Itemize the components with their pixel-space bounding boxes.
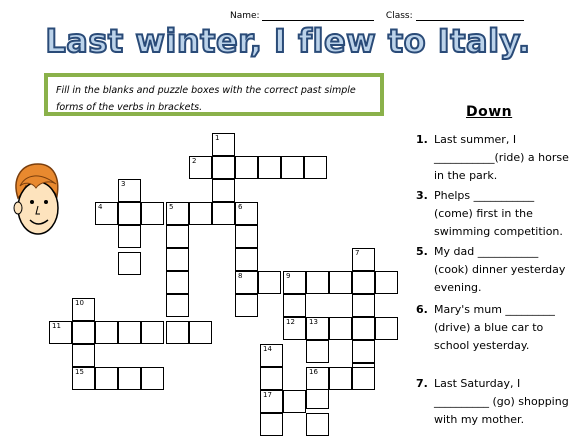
crossword-cell[interactable]	[141, 367, 164, 390]
crossword-cell[interactable]: 9	[283, 271, 306, 294]
clue-text: My dad ___________ (cook) dinner yesterday evening.	[434, 245, 566, 294]
crossword-cell[interactable]	[306, 413, 329, 436]
crossword-cell[interactable]	[306, 271, 329, 294]
clue-text: Phelps ___________ (come) first in the swimming competition.	[434, 189, 563, 238]
clue-down-6	[416, 301, 574, 355]
crossword-cell[interactable]: 4	[95, 202, 118, 225]
crossword-cell[interactable]: 10	[72, 298, 95, 321]
crossword-cell[interactable]	[306, 340, 329, 363]
crossword-cell[interactable]	[375, 317, 398, 340]
crossword-cell[interactable]	[166, 271, 189, 294]
clue-number: 5.	[416, 245, 428, 258]
crossword-cell[interactable]	[118, 252, 141, 275]
clue-down-1	[416, 131, 574, 185]
crossword-cell[interactable]: 8	[235, 271, 258, 294]
crossword-cell[interactable]	[352, 367, 375, 390]
class-label: Class:	[385, 11, 413, 21]
class-line[interactable]	[416, 10, 524, 21]
crossword-cell[interactable]	[352, 340, 375, 363]
crossword-cell[interactable]: 14	[260, 344, 283, 367]
boy-face-icon	[10, 160, 62, 242]
crossword-cell[interactable]	[95, 367, 118, 390]
crossword-cell[interactable]: 13	[306, 317, 329, 340]
crossword-cell[interactable]: 11	[49, 321, 72, 344]
clue-number: 7.	[416, 377, 428, 390]
crossword-cell[interactable]	[352, 317, 375, 340]
clue-down-3	[416, 187, 574, 241]
clue-number: 1.	[416, 133, 428, 146]
crossword-cell[interactable]	[166, 248, 189, 271]
crossword-cell[interactable]	[352, 271, 375, 294]
crossword-cell[interactable]	[118, 367, 141, 390]
worksheet-title: Last winter, I flew to Italy.	[45, 22, 531, 60]
crossword-cell[interactable]: 1	[212, 133, 235, 156]
crossword-cell[interactable]	[283, 294, 306, 317]
crossword-cell[interactable]: 16	[306, 367, 329, 390]
crossword-cell[interactable]	[212, 202, 235, 225]
crossword-cell[interactable]	[166, 321, 189, 344]
down-heading: Down	[466, 104, 513, 120]
crossword-cell[interactable]	[260, 413, 283, 436]
clue-number: 6.	[416, 303, 428, 316]
crossword-cell[interactable]	[212, 179, 235, 202]
clue-down-5	[416, 243, 574, 297]
crossword-cell[interactable]: 7	[352, 248, 375, 271]
crossword-cell[interactable]	[189, 202, 212, 225]
clue-down-7	[416, 375, 574, 429]
crossword-cell[interactable]	[375, 271, 398, 294]
crossword-cell[interactable]	[281, 156, 304, 179]
crossword-cell[interactable]	[166, 225, 189, 248]
crossword-cell[interactable]	[189, 321, 212, 344]
crossword-cell[interactable]: 5	[166, 202, 189, 225]
crossword-cell[interactable]	[95, 321, 118, 344]
crossword-cell[interactable]	[118, 202, 141, 225]
crossword-cell[interactable]	[166, 294, 189, 317]
crossword-cell[interactable]	[235, 225, 258, 248]
crossword-cell[interactable]	[352, 294, 375, 317]
crossword-cell[interactable]: 3	[118, 179, 141, 202]
crossword-cell[interactable]	[141, 202, 164, 225]
instructions-box	[44, 73, 384, 116]
crossword-cell[interactable]: 2	[189, 156, 212, 179]
crossword-cell[interactable]	[118, 321, 141, 344]
crossword-cell[interactable]	[72, 321, 95, 344]
crossword-cell[interactable]: 6	[235, 202, 258, 225]
crossword-cell[interactable]	[329, 317, 352, 340]
crossword-cell[interactable]	[141, 321, 164, 344]
crossword-cell[interactable]	[235, 294, 258, 317]
crossword-cell[interactable]	[329, 271, 352, 294]
crossword-cell[interactable]: 17	[260, 390, 283, 413]
clue-number: 3.	[416, 189, 428, 202]
clue-text: Mary's mum _________ (drive) a blue car to school yesterday.	[434, 303, 555, 352]
crossword-cell[interactable]	[283, 390, 306, 413]
crossword-cell[interactable]: 12	[283, 317, 306, 340]
crossword-cell[interactable]	[72, 344, 95, 367]
crossword-cell[interactable]	[212, 156, 235, 179]
clue-text: Last summer, I ___________(ride) a horse in the park.	[434, 133, 569, 182]
crossword-cell[interactable]: 15	[72, 367, 95, 390]
crossword-cell[interactable]	[258, 271, 281, 294]
crossword-cell[interactable]	[260, 367, 283, 390]
instructions-text: Fill in the blanks and puzzle boxes with the correct past simple forms of the verbs in brackets.	[56, 85, 356, 113]
crossword-cell[interactable]	[304, 156, 327, 179]
clue-text: Last Saturday, I __________ (go) shopping with my mother.	[434, 377, 569, 426]
name-label: Name:	[230, 11, 260, 21]
crossword-cell[interactable]	[235, 156, 258, 179]
crossword-cell[interactable]	[118, 225, 141, 248]
crossword-cell[interactable]	[235, 248, 258, 271]
crossword-cell[interactable]	[258, 156, 281, 179]
name-line[interactable]	[262, 10, 374, 21]
crossword-cell[interactable]	[329, 367, 352, 390]
name-class-header	[230, 10, 524, 21]
